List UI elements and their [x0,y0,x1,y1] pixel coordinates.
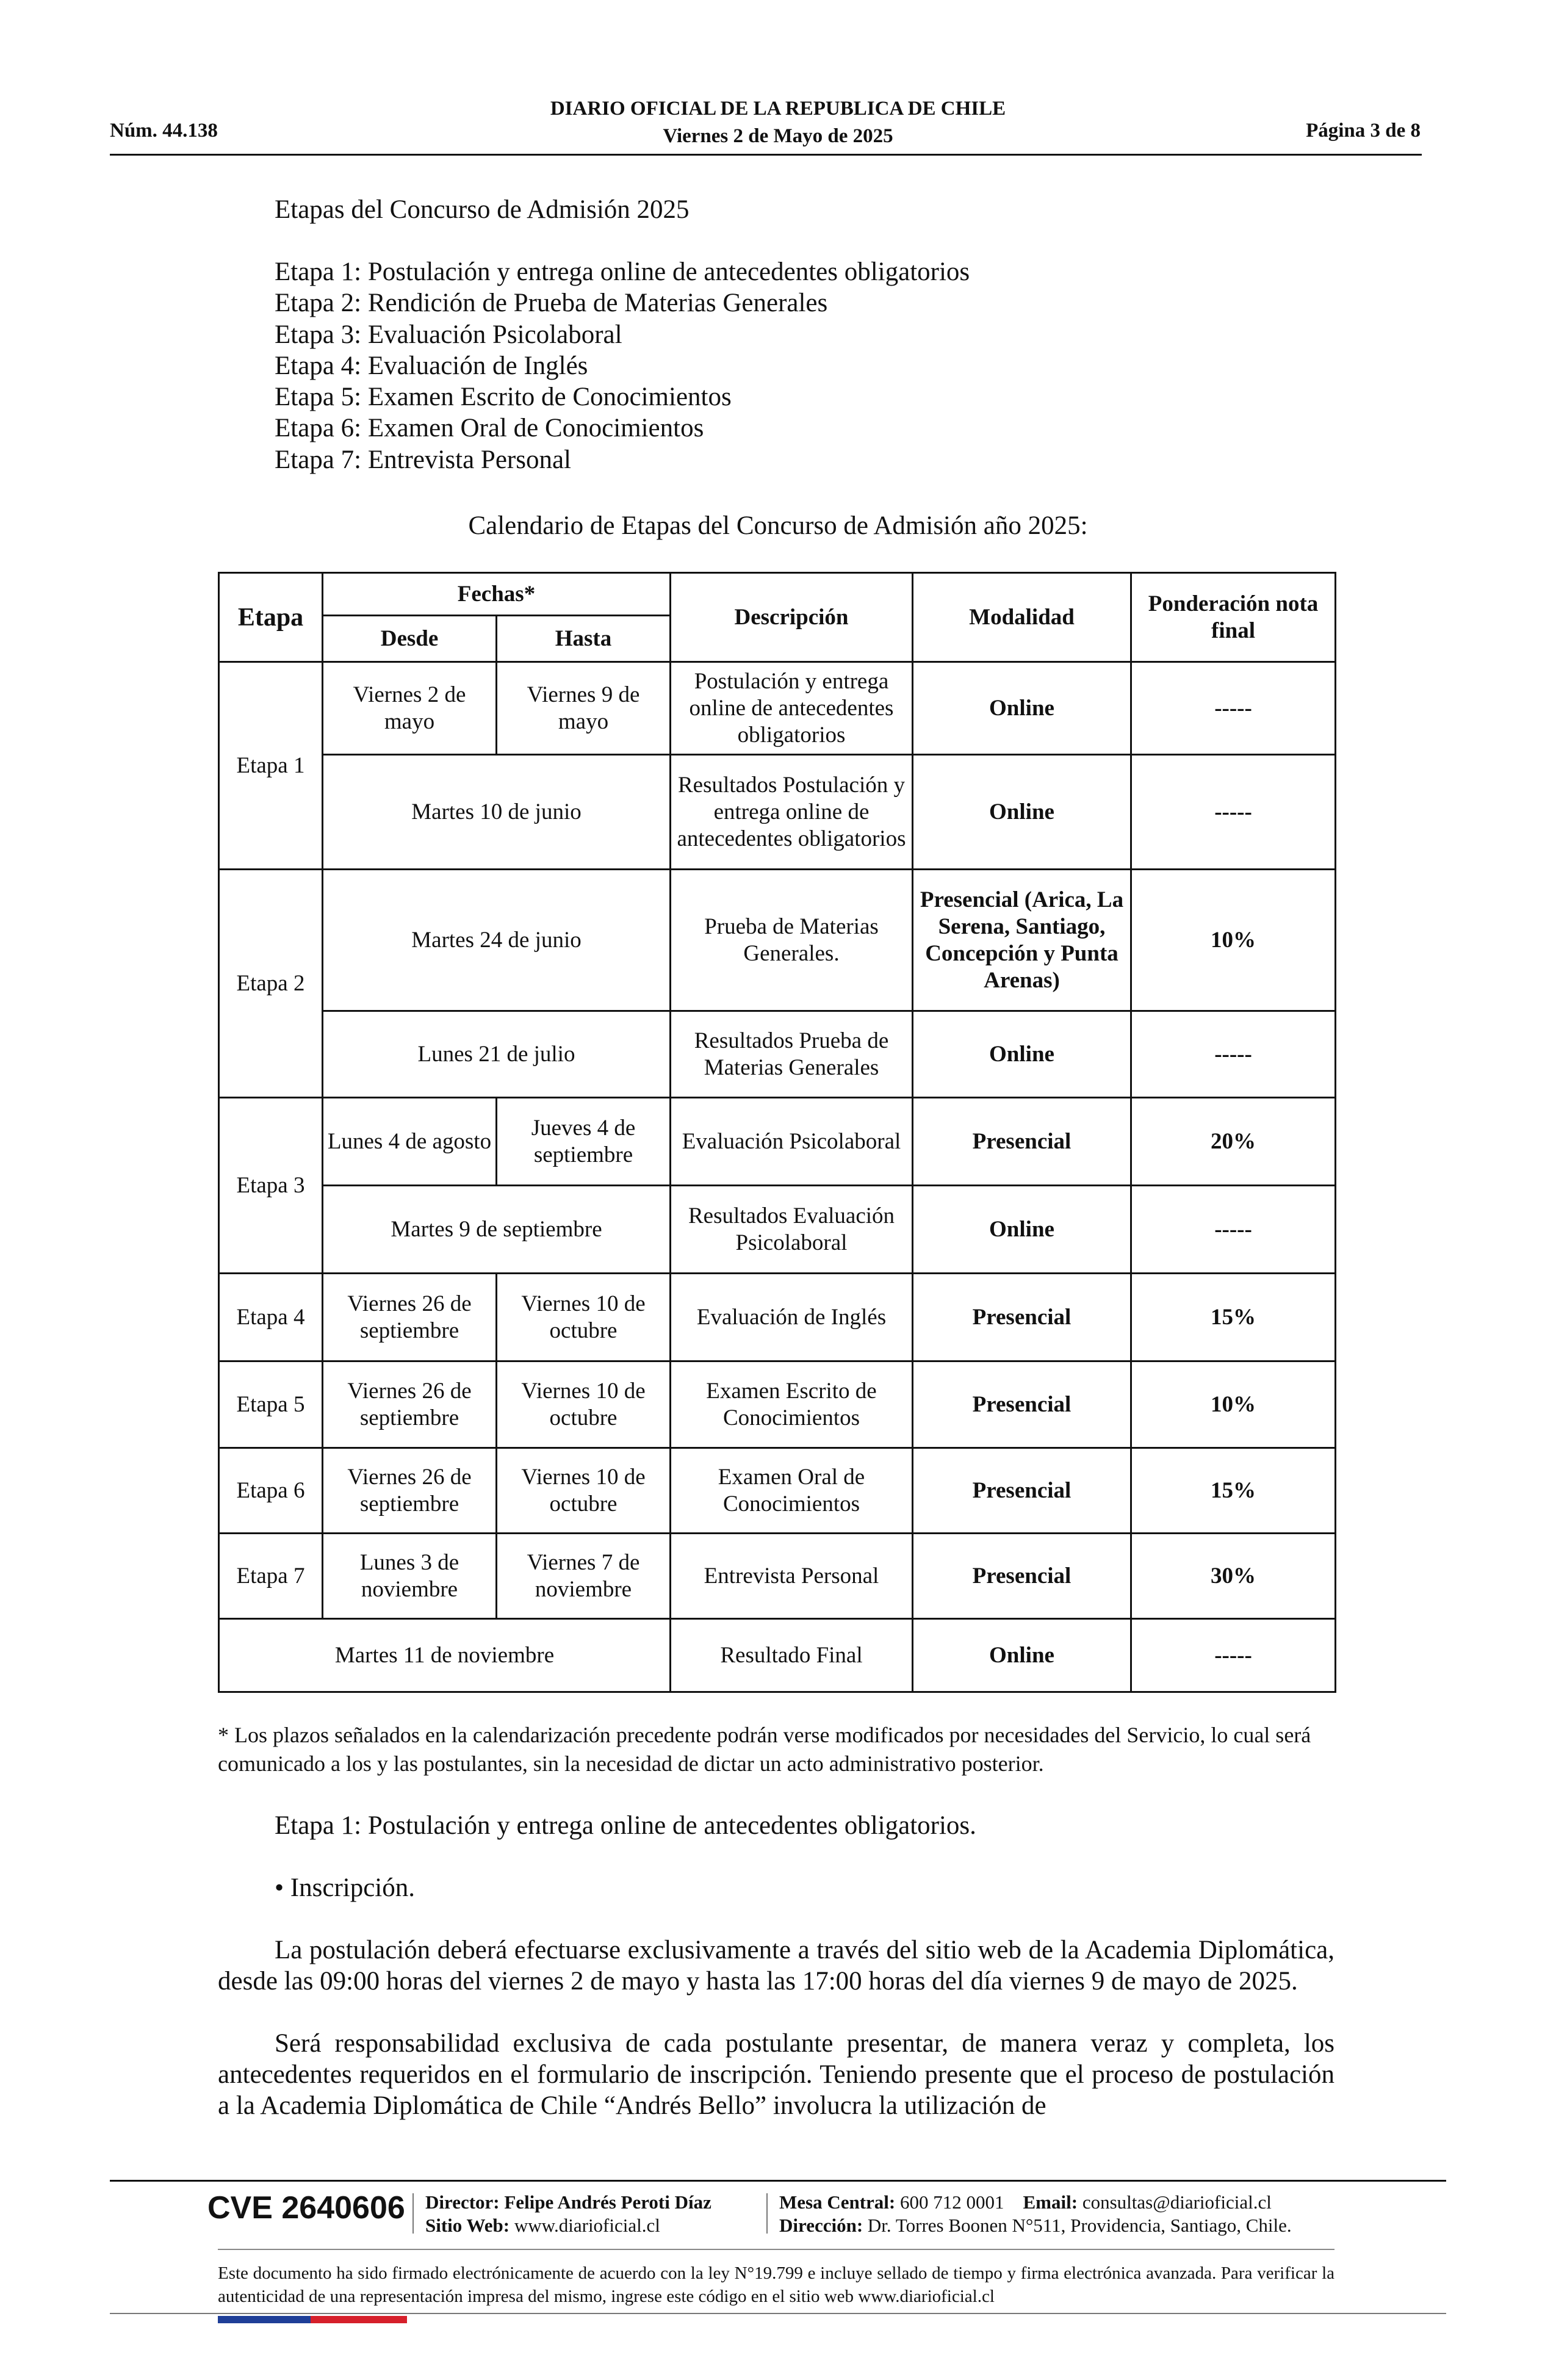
header-descripcion: Descripción [671,573,913,662]
header-divider [110,154,1422,156]
descripcion: Prueba de Materias Generales. [671,870,913,1011]
etapa-label: Etapa 5 [219,1361,323,1448]
footer-director-block [425,2191,711,2237]
ponderacion: 15% [1131,1448,1336,1534]
director-name: Felipe Andrés Peroti Díaz [504,2191,711,2213]
table-row [219,662,1336,755]
section-title: Etapas del Concurso de Admisión 2025 [275,195,690,224]
modalidad: Online [913,662,1131,755]
issue-number: Núm. 44.138 [110,120,218,142]
table-row [219,1361,1336,1448]
table-row [219,1619,1336,1692]
descripcion: Postulación y entrega online de antecedentes obligatorios [671,662,913,755]
table-row [219,1186,1336,1274]
stage-item: Etapa 2: Rendición de Prueba de Materias Generales [275,289,828,318]
mesa-phone: 600 712 0001 [900,2191,1004,2213]
header-etapa: Etapa [219,573,323,662]
ponderacion: ----- [1131,1619,1336,1692]
modalidad: Presencial (Arica, La Serena, Santiago, Concepción y Punta Arenas) [913,870,1131,1011]
modalidad: Online [913,1619,1131,1692]
header-hasta: Hasta [497,616,671,662]
ponderacion: 30% [1131,1534,1336,1619]
inscripcion-bullet: • Inscripción. [275,1873,415,1902]
fecha-hasta: Viernes 10 de octubre [497,1361,671,1448]
stage-item: Etapa 1: Postulación y entrega online de antecedentes obligatorios [275,258,970,286]
footer-divider [110,2313,1446,2314]
footer-separator [412,2193,414,2234]
email-label: Email: [1023,2191,1078,2213]
table-footnote: * Los plazos señalados en la calendarización precedente podrán verse modificados por necesidades del Servicio, lo cual será comunicado a los y las postulantes, sin la necesidad de dictar un acto administrativo posterior. [218,1723,1311,1776]
header-ponderacion: Ponderación nota final [1131,573,1336,662]
legal-notice: Este documento ha sido firmado electrónicamente de acuerdo con la ley N°19.799 e incluye sellado de tiempo y firma electrónica avanzada. Para verificar la autenticidad de una representación impresa del mismo, ingrese este código en el sitio web www.diarioficial.cl [218,2263,1334,2306]
director-label: Director: [425,2191,500,2213]
ponderacion: 15% [1131,1274,1336,1361]
stage-item: Etapa 4: Evaluación de Inglés [275,351,588,380]
table-row [219,755,1336,870]
fecha-desde: Viernes 2 de mayo [323,662,497,755]
cve-code: CVE 2640606 [207,2190,405,2226]
fecha-desde: Viernes 26 de septiembre [323,1361,497,1448]
footer-divider [218,2249,1334,2250]
ponderacion: ----- [1131,1186,1336,1274]
ponderacion: ----- [1131,662,1336,755]
modalidad: Presencial [913,1534,1131,1619]
fecha: Martes 9 de septiembre [323,1186,671,1274]
etapa-label: Etapa 6 [219,1448,323,1534]
modalidad: Online [913,755,1131,870]
header-modalidad: Modalidad [913,573,1131,662]
ponderacion: ----- [1131,755,1336,870]
table-row [219,1448,1336,1534]
modalidad: Presencial [913,1361,1131,1448]
descripcion: Resultados Prueba de Materias Generales [671,1011,913,1098]
modalidad: Presencial [913,1098,1131,1186]
stage-item: Etapa 7: Entrevista Personal [275,445,571,474]
fecha-hasta: Viernes 9 de mayo [497,662,671,755]
table-row [219,1534,1336,1619]
publication-date: Viernes 2 de Mayo de 2025 [663,125,893,147]
fecha-desde: Viernes 26 de septiembre [323,1448,497,1534]
fecha-desde: Viernes 26 de septiembre [323,1274,497,1361]
etapa-label: Etapa 1 [219,662,323,870]
ponderacion: ----- [1131,1011,1336,1098]
descripcion: Entrevista Personal [671,1534,913,1619]
table-row [219,1274,1336,1361]
direccion-label: Dirección: [779,2215,863,2236]
etapa1-heading: Etapa 1: Postulación y entrega online de antecedentes obligatorios. [275,1811,976,1840]
modalidad: Online [913,1011,1131,1098]
descripcion: Examen Oral de Conocimientos [671,1448,913,1534]
page-number: Página 3 de 8 [1306,120,1421,142]
modalidad: Presencial [913,1274,1131,1361]
flag-stripe-red [311,2316,407,2323]
mesa-label: Mesa Central: [779,2191,896,2213]
stage-item: Etapa 6: Examen Oral de Conocimientos [275,414,704,443]
fecha-desde: Lunes 4 de agosto [323,1098,497,1186]
fecha: Lunes 21 de julio [323,1011,671,1098]
stage-item: Etapa 5: Examen Escrito de Conocimientos [275,383,732,412]
fecha: Martes 24 de junio [323,870,671,1011]
fecha: Martes 11 de noviembre [219,1619,671,1692]
fecha-desde: Lunes 3 de noviembre [323,1534,497,1619]
ponderacion: 10% [1131,1361,1336,1448]
stage-item: Etapa 3: Evaluación Psicolaboral [275,320,622,349]
fecha-hasta: Viernes 10 de octubre [497,1274,671,1361]
footer-divider [110,2180,1446,2182]
fecha-hasta: Viernes 7 de noviembre [497,1534,671,1619]
table-row [219,870,1336,1011]
modalidad: Presencial [913,1448,1131,1534]
footer-separator [766,2193,768,2234]
etapa-label: Etapa 3 [219,1098,323,1274]
table-row [219,1098,1336,1186]
descripcion: Evaluación Psicolaboral [671,1098,913,1186]
descripcion: Resultado Final [671,1619,913,1692]
ponderacion: 10% [1131,870,1336,1011]
direccion-value: Dr. Torres Boonen N°511, Providencia, Santiago, Chile. [867,2215,1292,2236]
calendar-title: Calendario de Etapas del Concurso de Admisión año 2025: [468,511,1088,540]
descripcion: Examen Escrito de Conocimientos [671,1361,913,1448]
etapa-label: Etapa 2 [219,870,323,1098]
web-label: Sitio Web: [425,2215,510,2236]
descripcion: Resultados Postulación y entrega online de antecedentes obligatorios [671,755,913,870]
email-link[interactable]: consultas@diarioficial.cl [1082,2191,1272,2213]
footer-contact-block [779,2191,1292,2237]
fecha-hasta: Viernes 10 de octubre [497,1448,671,1534]
header-fechas: Fechas* [323,573,671,616]
web-link[interactable]: www.diarioficial.cl [514,2215,660,2236]
descripcion: Evaluación de Inglés [671,1274,913,1361]
ponderacion: 20% [1131,1098,1336,1186]
calendar-table [218,572,1336,1693]
fecha: Martes 10 de junio [323,755,671,870]
etapa-label: Etapa 7 [219,1534,323,1619]
modalidad: Online [913,1186,1131,1274]
fecha-hasta: Jueves 4 de septiembre [497,1098,671,1186]
body-paragraph: Será responsabilidad exclusiva de cada postulante presentar, de manera veraz y completa, los antecedentes requeridos en el formulario de inscripción. Teniendo presente que el proceso de postulación a la Academia Diplomática de Chile “Andrés Bello” involucra la utilización de [218,2029,1334,2120]
header-desde: Desde [323,616,497,662]
descripcion: Resultados Evaluación Psicolaboral [671,1186,913,1274]
publication-name: DIARIO OFICIAL DE LA REPUBLICA DE CHILE [550,98,1006,120]
flag-stripe-blue [218,2316,311,2323]
table-row [219,1011,1336,1098]
etapa-label: Etapa 4 [219,1274,323,1361]
stage-list [275,256,970,475]
body-paragraph: La postulación deberá efectuarse exclusivamente a través del sitio web de la Academia Diplomática, desde las 09:00 horas del viernes 2 de mayo y hasta las 17:00 horas del día viernes 9 de mayo de 2025. [218,1936,1334,1996]
